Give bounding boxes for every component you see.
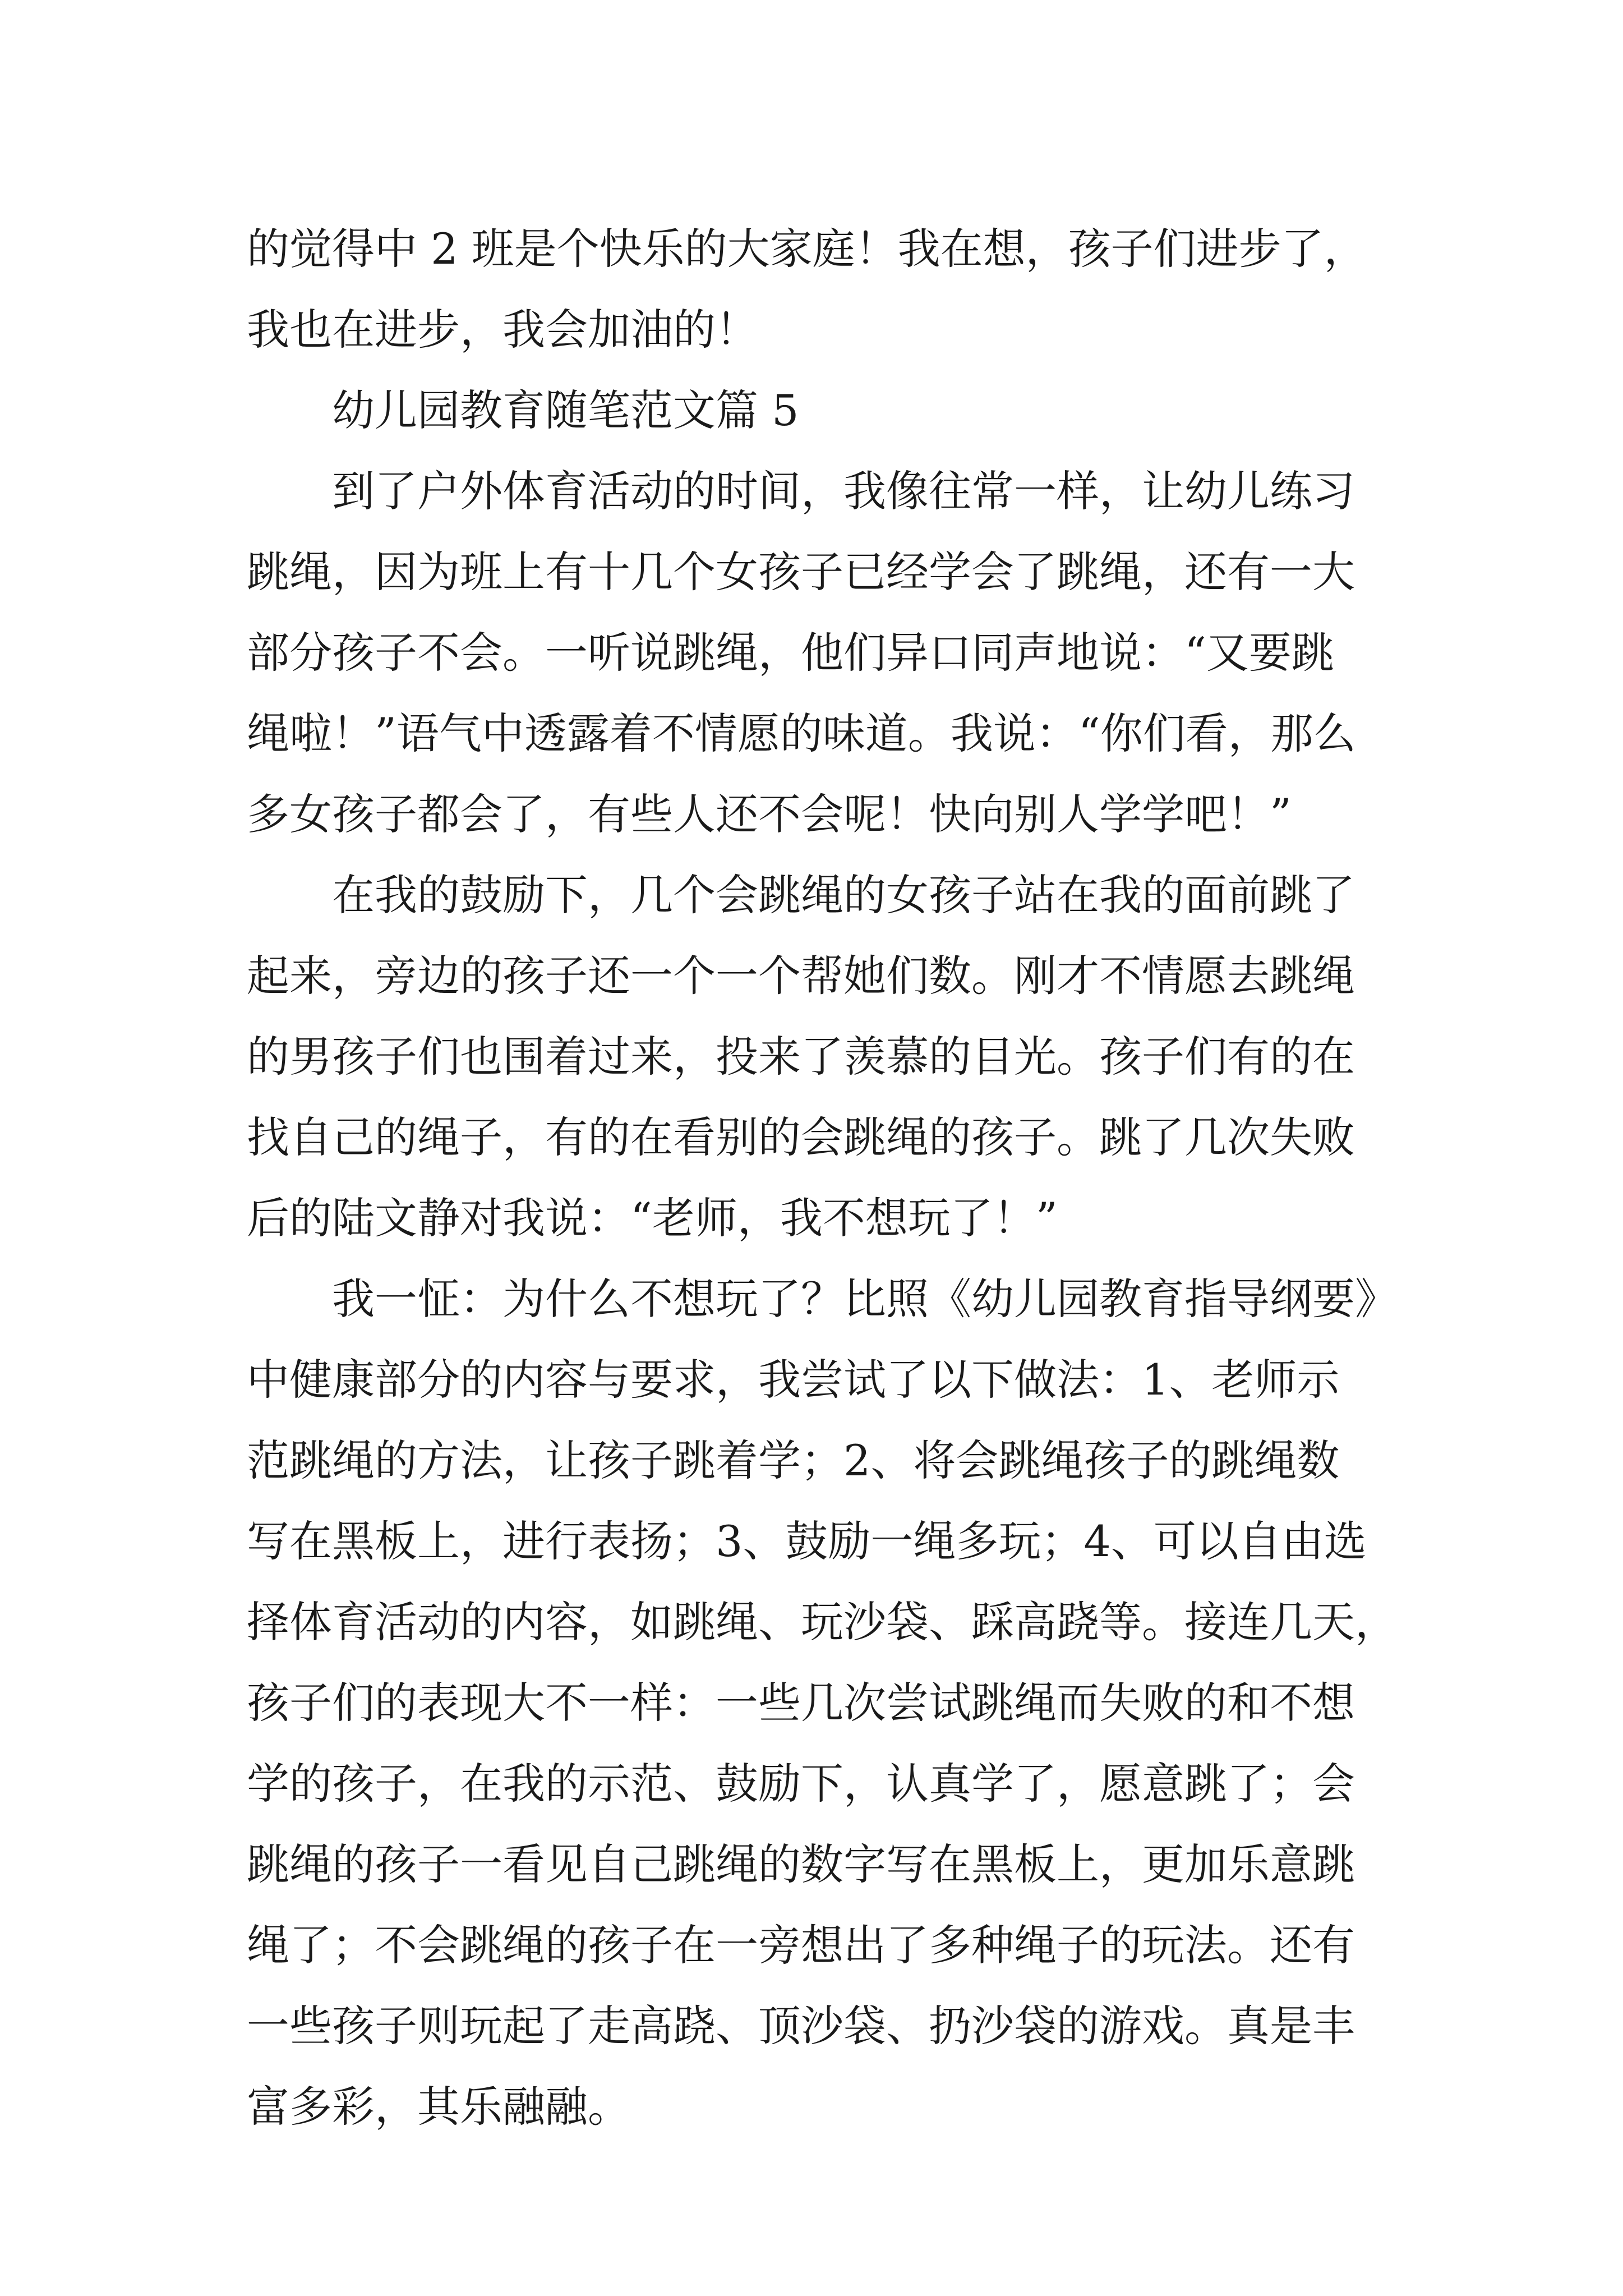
paragraph-line: 在我的鼓励下，几个会跳绳的女孩子站在我的面前跳了 <box>332 870 1355 920</box>
paragraph-line: 起来，旁边的孩子还一个一个帮她们数。刚才不情愿去跳绳 <box>247 951 1355 1001</box>
paragraph-line: 后的陆文静对我说：“老师，我不想玩了！” <box>247 1193 1058 1243</box>
continuation-line-1: 的觉得中 2 班是个快乐的大家庭！我在想，孩子们进步了， <box>247 224 1367 274</box>
continuation-line-2: 我也在进步，我会加油的！ <box>247 305 758 355</box>
paragraph-line: 范跳绳的方法，让孩子跳着学；2、将会跳绳孩子的跳绳数 <box>247 1435 1340 1485</box>
paragraph-line: 找自己的绳子，有的在看别的会跳绳的孩子。跳了几次失败 <box>247 1112 1355 1162</box>
paragraph-line: 择体育活动的内容，如跳绳、玩沙袋、踩高跷等。接连几天， <box>247 1597 1398 1647</box>
paragraph-line: 部分孩子不会。一听说跳绳，他们异口同声地说：“又要跳 <box>247 628 1334 678</box>
paragraph-line: 我一怔：为什么不想玩了？比照《幼儿园教育指导纲要》 <box>332 1274 1398 1324</box>
paragraph-line: 的男孩子们也围着过来，投来了羡慕的目光。孩子们有的在 <box>247 1032 1355 1082</box>
section-heading: 幼儿园教育随笔范文篇 5 <box>332 385 799 435</box>
paragraph-1 <box>247 451 1413 855</box>
paragraph-line: 中健康部分的内容与要求，我尝试了以下做法：1、老师示 <box>247 1355 1340 1405</box>
paragraph-line: 绳了；不会跳绳的孩子在一旁想出了多种绳子的玩法。还有 <box>247 1920 1355 1970</box>
paragraph-line: 一些孩子则玩起了走高跷、顶沙袋、扔沙袋的游戏。真是丰 <box>247 2001 1355 2051</box>
paragraph-3 <box>247 1259 1413 2147</box>
paragraph-line: 写在黑板上，进行表扬；3、鼓励一绳多玩；4、可以自由选 <box>247 1516 1367 1566</box>
paragraph-line: 多女孩子都会了，有些人还不会呢！快向别人学学吧！” <box>247 789 1292 839</box>
paragraph-line: 孩子们的表现大不一样：一些几次尝试跳绳而失败的和不想 <box>247 1678 1355 1728</box>
paragraph-line: 富多彩，其乐融融。 <box>247 2082 630 2132</box>
paragraph-line: 学的孩子，在我的示范、鼓励下，认真学了，愿意跳了；会 <box>247 1759 1355 1809</box>
paragraph-line: 到了户外体育活动的时间，我像往常一样，让幼儿练习 <box>332 466 1355 516</box>
paragraph-line: 绳啦！”语气中透露着不情愿的味道。我说：“你们看，那么 <box>247 708 1356 758</box>
document-body <box>247 209 1413 2147</box>
paragraph-line: 跳绳的孩子一看见自己跳绳的数字写在黑板上，更加乐意跳 <box>247 1839 1355 1889</box>
paragraph-2 <box>247 855 1413 1259</box>
paragraph-line: 跳绳，因为班上有十几个女孩子已经学会了跳绳，还有一大 <box>247 547 1355 597</box>
